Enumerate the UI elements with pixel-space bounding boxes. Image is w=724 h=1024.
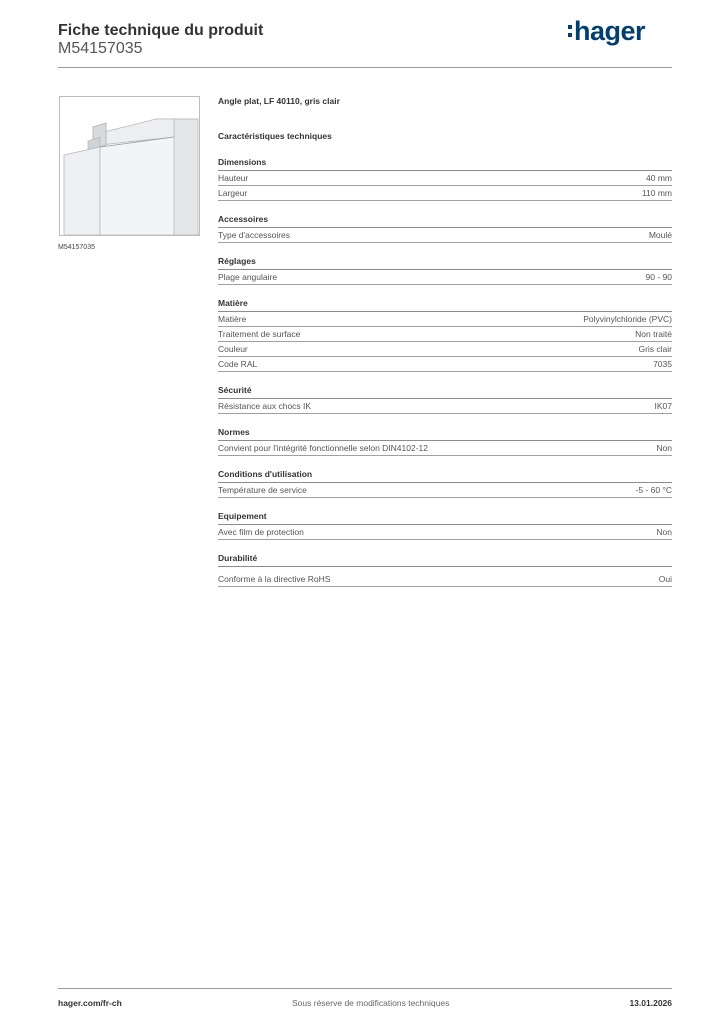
spec-label: Traitement de surface (218, 329, 301, 339)
logo-colon-icon (568, 23, 572, 39)
section-accessoires (218, 214, 672, 243)
product-code: M54157035 (58, 40, 143, 57)
spec-row (218, 342, 672, 357)
spec-row (218, 483, 672, 498)
spec-row (218, 572, 672, 587)
footer-website-link[interactable]: hager.com/fr-ch (58, 998, 122, 1008)
spec-row (218, 327, 672, 342)
spec-label: Avec film de protection (218, 527, 304, 537)
spec-value: Non traité (635, 329, 672, 339)
product-image (59, 96, 200, 236)
section-heading: Durabilité (218, 553, 672, 567)
spec-value: 110 mm (641, 188, 672, 198)
spec-value: Moulé (648, 230, 672, 240)
header-divider (58, 67, 672, 68)
spec-row (218, 399, 672, 414)
section-conditions (218, 469, 672, 498)
footer-disclaimer: Sous réserve de modifications techniques (292, 998, 450, 1008)
section-securite (218, 385, 672, 414)
logo-text: hager (574, 16, 646, 46)
spec-label: Code RAL (218, 359, 258, 369)
spec-label: Température de service (218, 485, 307, 495)
spec-value: -5 - 60 °C (635, 485, 672, 495)
section-reglages (218, 256, 672, 285)
spec-label: Couleur (218, 344, 248, 354)
spec-row (218, 186, 672, 201)
spec-label: Matière (218, 314, 247, 324)
footer-date: 13.01.2026 (629, 998, 672, 1008)
spec-row (218, 525, 672, 540)
section-dimensions (218, 157, 672, 201)
hager-logo (568, 14, 645, 48)
spec-value: 90 - 90 (645, 272, 672, 282)
section-heading: Réglages (218, 256, 672, 270)
section-heading: Sécurité (218, 385, 672, 399)
section-heading: Equipement (218, 511, 672, 525)
spec-label: Convient pour l'intégrité fonctionnelle selon DIN4102-12 (218, 443, 429, 453)
spec-label: Conforme à la directive RoHS (218, 574, 331, 584)
spec-row (218, 171, 672, 186)
spec-value: Non (656, 443, 672, 453)
footer-divider (58, 988, 672, 989)
spec-value: IK07 (654, 401, 672, 411)
section-matiere (218, 298, 672, 372)
spec-value: Non (656, 527, 672, 537)
spec-value: 7035 (653, 359, 672, 369)
section-heading: Normes (218, 427, 672, 441)
spec-sheet (218, 96, 672, 600)
spec-row (218, 270, 672, 285)
section-heading: Matière (218, 298, 672, 312)
image-caption: M54157035 (58, 244, 95, 251)
spec-row (218, 441, 672, 456)
spec-label: Plage angulaire (218, 272, 278, 282)
spec-value: Gris clair (638, 344, 672, 354)
section-equipement (218, 511, 672, 540)
spec-row (218, 312, 672, 327)
section-normes (218, 427, 672, 456)
spec-label: Largeur (218, 188, 248, 198)
spec-value: 40 mm (646, 173, 672, 183)
spec-label: Type d'accessoires (218, 230, 291, 240)
spec-label: Résistance aux chocs IK (218, 401, 312, 411)
spec-label: Hauteur (218, 173, 249, 183)
spec-value: Polyvinylchloride (PVC) (583, 314, 672, 324)
spec-value: Oui (658, 574, 672, 584)
spec-title: Caractéristiques techniques (218, 131, 332, 141)
page-title: Fiche technique du produit (58, 22, 264, 39)
section-heading: Conditions d'utilisation (218, 469, 672, 483)
spec-row (218, 357, 672, 372)
angle-fitting-illustration (60, 97, 199, 235)
section-heading: Dimensions (218, 157, 672, 171)
product-name: Angle plat, LF 40110, gris clair (218, 96, 340, 106)
section-heading: Accessoires (218, 214, 672, 228)
section-durabilite (218, 553, 672, 587)
spec-row (218, 228, 672, 243)
